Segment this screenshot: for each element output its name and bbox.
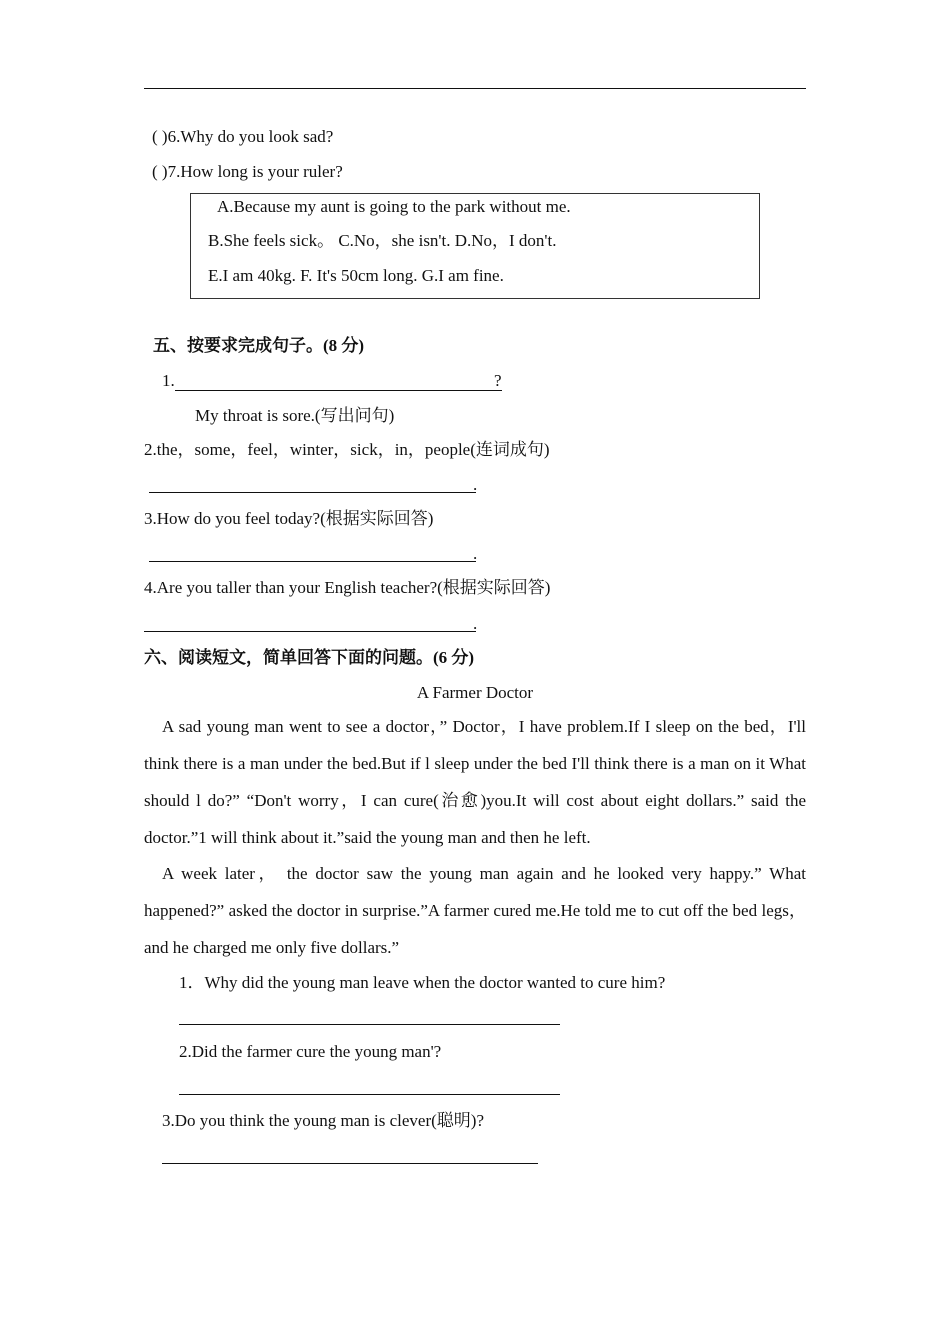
option-line-3: E.I am 40kg. F. It's 50cm long. G.I am fine.: [208, 266, 504, 285]
passage-paragraph-2: A week later， the doctor saw the young man again and he looked very happy.” What happened?” asked the doctor in surprise.”A farmer cured me.He told me to cut off the bed legs，and he charged me only five dollars.”: [144, 864, 806, 957]
question-6: ( )6.Why do you look sad?: [152, 127, 334, 146]
s6-question-2: 2.Did the farmer cure the young man'?: [179, 1042, 442, 1061]
s6-answer-1-blank[interactable]: [179, 1024, 560, 1025]
s5-item-1-punct: ?: [494, 371, 502, 390]
option-line-1: A.Because my aunt is going to the park without me.: [217, 197, 571, 216]
s5-item-4-blank[interactable]: [144, 631, 476, 632]
section-5-heading: 五、按要求完成句子。(8 分): [153, 336, 365, 355]
s5-item-2-blank[interactable]: [149, 492, 476, 493]
s5-item-4-punct: .: [473, 614, 478, 633]
section-6-heading: 六、阅读短文，简单回答下面的问题。(6 分): [144, 648, 475, 667]
passage-title: A Farmer Doctor: [416, 683, 534, 702]
s6-answer-3-blank[interactable]: [162, 1163, 538, 1164]
passage-paragraph-1: A sad young man went to see a doctor，” Doctor，I have problem.If I sleep on the bed，I'll think there is a man under the bed.But if l sleep under the bed I'll think there is a man on it What should l do?” “Don't worry，I can cure(治愈)you.It will cost about eight dollars.” said the doctor.”1 will think about it.”said the young man and then he left.: [144, 717, 806, 847]
header-rule: [144, 88, 806, 89]
s5-item-2-punct: .: [473, 475, 478, 494]
s6-answer-2-blank[interactable]: [179, 1094, 560, 1095]
s6-question-1: 1．Why did the young man leave when the doctor wanted to cure him?: [179, 973, 666, 992]
option-line-2: B.She feels sick。 C.No，she isn't. D.No，I don't.: [208, 231, 557, 250]
question-7: ( )7.How long is your ruler?: [152, 162, 343, 181]
s5-item-3-prompt: 3.How do you feel today?(根据实际回答): [144, 509, 434, 528]
s6-question-3: 3.Do you think the young man is clever(聪明)?: [162, 1111, 484, 1130]
s5-item-1-number: 1.: [162, 371, 175, 390]
s5-item-4-prompt: 4.Are you taller than your English teacher?(根据实际回答): [144, 578, 551, 597]
s5-item-2-prompt: 2.the，some，feel，winter，sick，in，people(连词成句): [144, 440, 550, 459]
s5-item-3-punct: .: [473, 544, 478, 563]
s5-item-3-blank[interactable]: [149, 561, 476, 562]
s5-item-1-prompt: My throat is sore.(写出问句): [195, 406, 395, 425]
s5-item-1-blank[interactable]: [175, 390, 502, 391]
